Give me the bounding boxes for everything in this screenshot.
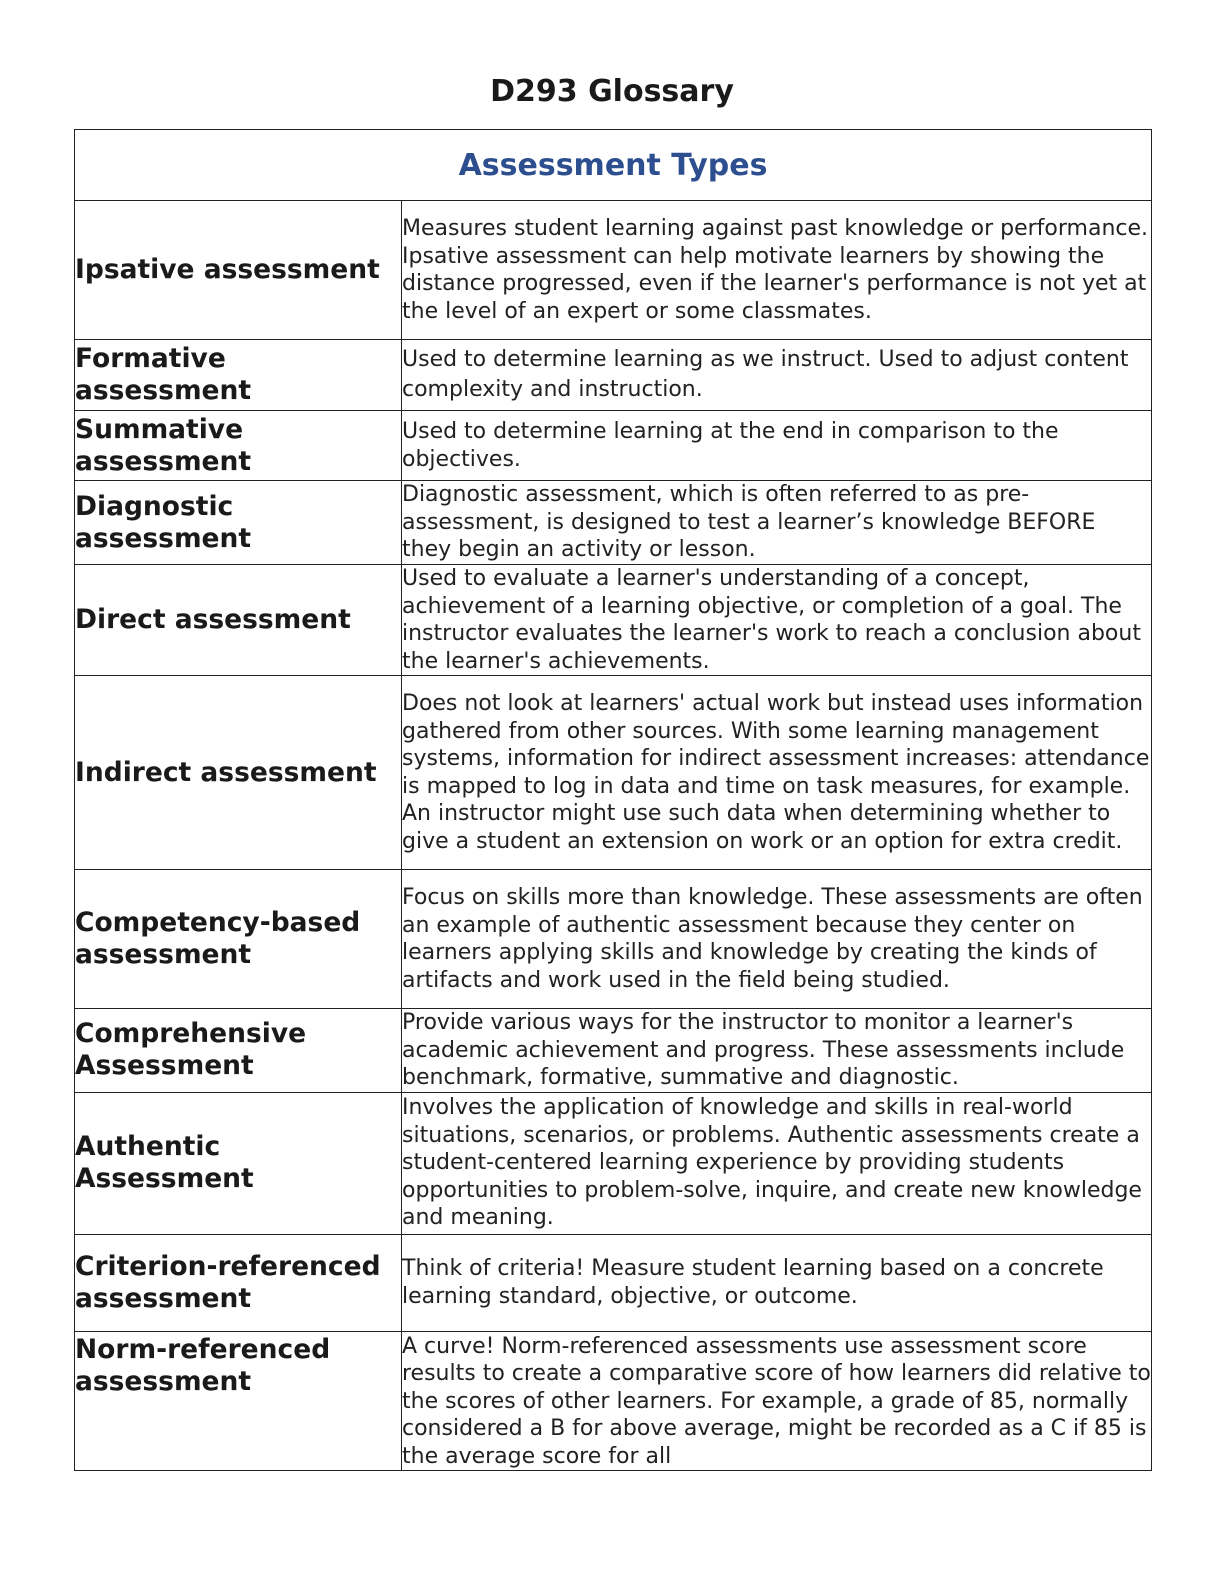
section-heading: Assessment Types (75, 130, 1152, 201)
definition-criterion-referenced: Think of criteria! Measure student learning based on a concrete learning standard, objective, or outcome. (402, 1234, 1152, 1331)
glossary-row (75, 1092, 1152, 1234)
definition-ipsative: Measures student learning against past knowledge or performance. Ipsative assessment can help motivate learners by showing the distance progressed, even if the learner's performance is not yet at the level of an expert or some classmates. (402, 201, 1152, 340)
term-criterion-referenced: Criterion-referenced assessment (75, 1234, 402, 1331)
definition-summative: Used to determine learning at the end in comparison to the objectives. (402, 411, 1152, 481)
glossary-table (74, 129, 1152, 1471)
term-authentic: Authentic Assessment (75, 1092, 402, 1234)
term-summative: Summative assessment (75, 411, 402, 481)
definition-comprehensive: Provide various ways for the instructor to monitor a learner's academic achievement and progress. These assessments include benchmark, formative, summative and diagnostic. (402, 1009, 1152, 1093)
document-title: D293 Glossary (490, 74, 734, 109)
glossary-row (75, 1009, 1152, 1093)
term-competency-based: Competency-based assessment (75, 870, 402, 1009)
glossary-row (75, 201, 1152, 340)
glossary-row (75, 481, 1152, 565)
term-ipsative: Ipsative assessment (75, 201, 402, 340)
definition-norm-referenced-cell (402, 1331, 1152, 1470)
definition-diagnostic: Diagnostic assessment, which is often referred to as pre-assessment, is designed to test a learner’s knowledge BEFORE they begin an activity or lesson. (402, 481, 1152, 565)
definition-norm-referenced: A curve! Norm-referenced assessments use assessment score results to create a comparative score of how learners did relative to the scores of other learners. For example, a grade of 85, normally considered a B for above average, might be recorded as a C if 85 is the average score for all (402, 1333, 1151, 1469)
definition-indirect: Does not look at learners' actual work but instead uses information gathered from other sources. With some learning management systems, information for indirect assessment increases: attendance is mapped to log in data and time on task measures, for example. An instructor might use such data when determining whether to give a student an extension on work or an option for extra credit. (402, 676, 1152, 870)
definition-direct: Used to evaluate a learner's understanding of a concept, achievement of a learning objective, or completion of a goal. The instructor evaluates the learner's work to reach a conclusion about the learner's achievements. (402, 565, 1152, 676)
definition-authentic: Involves the application of knowledge and skills in real-world situations, scenarios, or problems. Authentic assessments create a student-centered learning experience by providing students opportunities to problem-solve, inquire, and create new knowledge and meaning. (402, 1092, 1152, 1234)
glossary-row (75, 676, 1152, 870)
term-diagnostic: Diagnostic assessment (75, 481, 402, 565)
glossary-row (75, 870, 1152, 1009)
term-comprehensive: Comprehensive Assessment (75, 1009, 402, 1093)
section-header-row (75, 130, 1152, 201)
glossary-row (75, 1234, 1152, 1331)
glossary-row (75, 1331, 1152, 1470)
term-formative: Formative assessment (75, 340, 402, 411)
glossary-row (75, 340, 1152, 411)
definition-competency-based: Focus on skills more than knowledge. These assessments are often an example of authentic assessment because they center on learners applying skills and knowledge by creating the kinds of artifacts and work used in the field being studied. (402, 870, 1152, 1009)
glossary-row (75, 565, 1152, 676)
term-indirect: Indirect assessment (75, 676, 402, 870)
definition-formative: Used to determine learning as we instruct. Used to adjust content complexity and instruction. (402, 340, 1152, 411)
term-direct: Direct assessment (75, 565, 402, 676)
glossary-row (75, 411, 1152, 481)
term-norm-referenced: Norm-referenced assessment (75, 1331, 402, 1470)
